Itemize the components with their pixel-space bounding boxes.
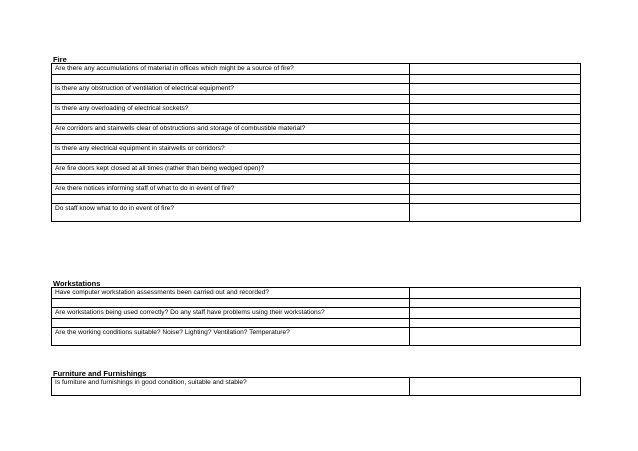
notes-row bbox=[52, 175, 581, 184]
answer-cell[interactable] bbox=[410, 308, 581, 319]
section-heading-fire: Fire bbox=[53, 55, 67, 64]
notes-cell[interactable] bbox=[52, 95, 410, 104]
notes-answer-cell[interactable] bbox=[410, 319, 581, 328]
notes-cell[interactable] bbox=[52, 135, 410, 144]
table-row bbox=[52, 144, 581, 155]
notes-answer-cell[interactable] bbox=[410, 175, 581, 184]
notes-row bbox=[52, 75, 581, 84]
table-row bbox=[52, 308, 581, 319]
answer-cell[interactable] bbox=[410, 328, 581, 346]
question-cell: Is there any overloading of electrical sockets? bbox=[52, 104, 410, 115]
question-cell: Have computer workstation assessments been carried out and recorded? bbox=[52, 288, 410, 299]
notes-row bbox=[52, 95, 581, 104]
answer-cell[interactable] bbox=[410, 204, 581, 222]
answer-cell[interactable] bbox=[410, 144, 581, 155]
table-row bbox=[52, 84, 581, 95]
notes-cell[interactable] bbox=[52, 115, 410, 124]
question-cell: Is there any obstruction of ventilation of electrical equipment? bbox=[52, 84, 410, 95]
notes-cell[interactable] bbox=[52, 319, 410, 328]
notes-row bbox=[52, 319, 581, 328]
question-cell: Do staff know what to do in event of fire? bbox=[52, 204, 410, 222]
notes-answer-cell[interactable] bbox=[410, 95, 581, 104]
question-cell: Are there notices informing staff of what to do in event of fire? bbox=[52, 184, 410, 195]
answer-cell[interactable] bbox=[410, 164, 581, 175]
table-row bbox=[52, 328, 581, 346]
table-row bbox=[52, 164, 581, 175]
notes-answer-cell[interactable] bbox=[410, 115, 581, 124]
notes-row bbox=[52, 195, 581, 204]
workstations-table bbox=[51, 287, 581, 346]
notes-answer-cell[interactable] bbox=[410, 75, 581, 84]
question-cell: Are corridors and stairwells clear of obstructions and storage of combustible material? bbox=[52, 124, 410, 135]
notes-answer-cell[interactable] bbox=[410, 135, 581, 144]
answer-cell[interactable] bbox=[410, 288, 581, 299]
question-cell: Are workstations being used correctly? Do any staff have problems using their workstations? bbox=[52, 308, 410, 319]
table-row bbox=[52, 204, 581, 222]
section-heading-workstations: Workstations bbox=[53, 279, 101, 288]
notes-answer-cell[interactable] bbox=[410, 195, 581, 204]
notes-cell[interactable] bbox=[52, 175, 410, 184]
answer-cell[interactable] bbox=[410, 184, 581, 195]
table-row bbox=[52, 104, 581, 115]
furniture-table bbox=[51, 377, 581, 396]
notes-cell[interactable] bbox=[52, 75, 410, 84]
answer-cell[interactable] bbox=[410, 84, 581, 95]
question-cell: Are fire doors kept closed at all times (rather than being wedged open)? bbox=[52, 164, 410, 175]
answer-cell[interactable] bbox=[410, 124, 581, 135]
notes-cell[interactable] bbox=[52, 195, 410, 204]
notes-row bbox=[52, 155, 581, 164]
notes-row bbox=[52, 135, 581, 144]
table-row bbox=[52, 184, 581, 195]
question-cell: Is there any electrical equipment in stairwells or corridors? bbox=[52, 144, 410, 155]
table-row bbox=[52, 378, 581, 396]
question-cell: Are the working conditions suitable? Noise? Lighting? Ventilation? Temperature? bbox=[52, 328, 410, 346]
table-row bbox=[52, 124, 581, 135]
notes-cell[interactable] bbox=[52, 155, 410, 164]
answer-cell[interactable] bbox=[410, 104, 581, 115]
fire-table bbox=[51, 63, 581, 222]
question-cell: Are there any accumulations of material in offices which might be a source of fire? bbox=[52, 64, 410, 75]
notes-answer-cell[interactable] bbox=[410, 299, 581, 308]
question-cell: Is furniture and furnishings in good condition, suitable and stable? bbox=[52, 378, 410, 396]
table-row bbox=[52, 64, 581, 75]
notes-row bbox=[52, 115, 581, 124]
notes-row bbox=[52, 299, 581, 308]
notes-answer-cell[interactable] bbox=[410, 155, 581, 164]
answer-cell[interactable] bbox=[410, 378, 581, 396]
section-heading-furniture: Furniture and Furnishings bbox=[53, 369, 147, 378]
answer-cell[interactable] bbox=[410, 64, 581, 75]
notes-cell[interactable] bbox=[52, 299, 410, 308]
table-row bbox=[52, 288, 581, 299]
